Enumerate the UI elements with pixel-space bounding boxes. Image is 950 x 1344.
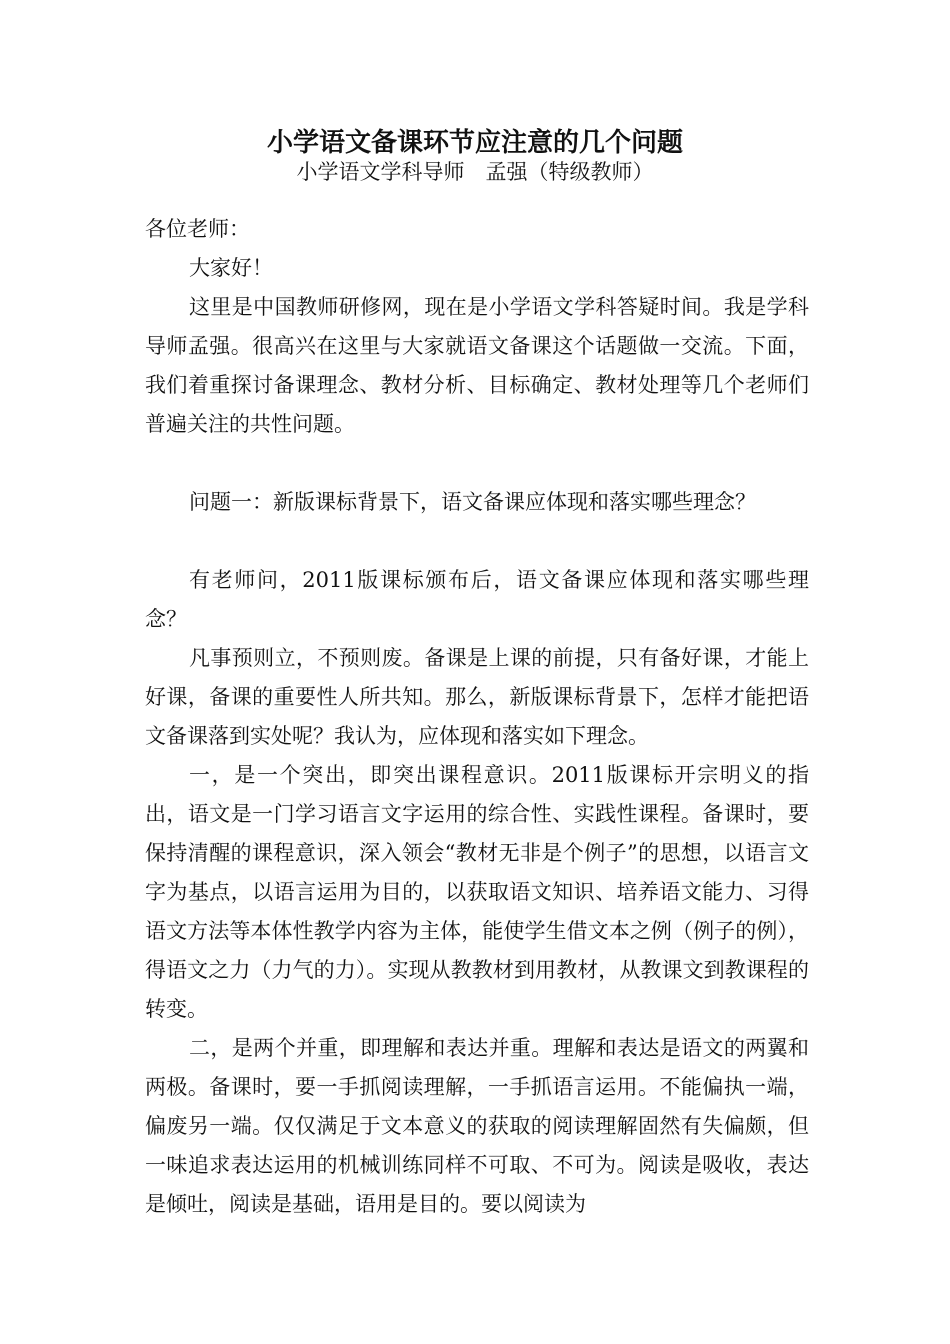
paragraph-hello: 大家好！ — [189, 256, 273, 280]
question-heading: 问题一：新版课标背景下，语文备课应体现和落实哪些理念？ — [189, 490, 756, 514]
document-title: 小学语文备课环节应注意的几个问题 — [266, 128, 683, 158]
paragraph-intro: 这里是中国教师研修网，现在是小学语文学科答疑时间。我是学科导师孟强。很高兴在这里与大家就语文备课这个话题做一交流。下面，我们着重探讨备课理念、教材分析、目标确定、教材处理等几个老师们普遍关注的共性问题。 — [145, 295, 809, 436]
author-line: 小学语文学科导师 孟强（特级教师） — [296, 160, 654, 184]
paragraph-answer-intro: 凡事预则立，不预则废。备课是上课的前提，只有备好课，才能上好课，备课的重要性人所共知。那么，新版课标背景下，怎样才能把语文备课落到实处呢？我认为，应体现和落实如下理念。 — [145, 646, 809, 748]
paragraph-point-one: 一，是一个突出，即突出课程意识。2011版课标开宗明义的指出，语文是一门学习语言文字运用的综合性、实践性课程。备课时，要保持清醒的课程意识，深入领会“教材无非是个例子”的思想，以语言文字为基点，以语言运用为目的，以获取语文知识、培养语文能力、习得语文方法等本体性教学内容为主体，能使学生借文本之例（例子的例），得语文之力（力气的力）。实现从教教材到用教材，从教课文到教课程的转变。 — [145, 763, 809, 1021]
greeting: 各位老师： — [145, 217, 250, 241]
paragraph-teacher-question: 有老师问，2011版课标颁布后，语文备课应体现和落实哪些理念？ — [145, 568, 809, 631]
blank-line — [145, 522, 809, 561]
document-body — [145, 210, 809, 1224]
paragraph-point-two: 二，是两个并重，即理解和表达并重。理解和表达是语文的两翼和两极。备课时，要一手抓阅读理解，一手抓语言运用。不能偏执一端，偏废另一端。仅仅满足于文本意义的获取的阅读理解固然有失偏颇，但一味追求表达运用的机械训练同样不可取、不可为。阅读是吸收，表达是倾吐，阅读是基础，语用是目的。要以阅读为 — [145, 1036, 809, 1216]
blank-line — [145, 444, 809, 483]
